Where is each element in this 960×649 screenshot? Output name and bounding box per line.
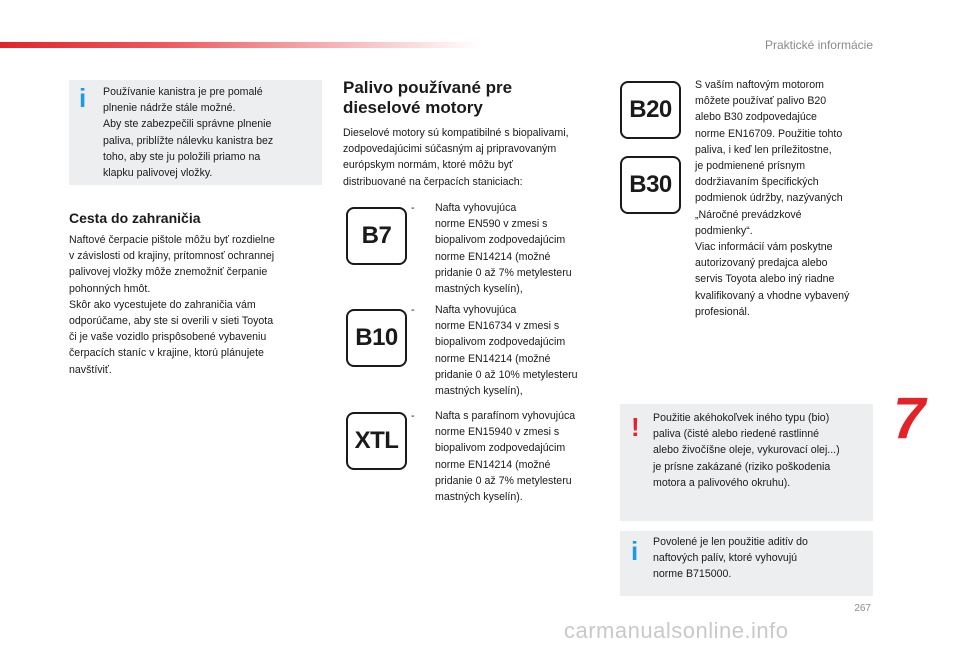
info-note-additive xyxy=(620,531,873,596)
diesel-heading-line1: Palivo používané pre xyxy=(343,78,513,97)
chapter-number: 7 xyxy=(893,386,926,451)
diesel-intro: Dieselové motory sú kompatibilné s biopalivami, zodpovedajúcimi súčasným aj pripravovaným európskym normám, ktoré môžu byť distribuované na čerpacích staniciach: xyxy=(343,127,569,188)
fuel-description: Nafta vyhovujúca norme EN16734 v zmesi s biopalivom zodpovedajúcim norme EN14214 (možné pridanie 0 až 10% metylesteru mastných kyselín), xyxy=(435,304,578,398)
biofuel-text: S vaším naftovým motorom môžete používať palivo B20 alebo B30 zodpovedajúce norme EN16709. Použitie tohto paliva, i keď len príležitostne, je podmienené prísnym dodržiavaním špecifických podmienok údržby, nazývaných „Náročné prevádzkové podmienky“. Viac informácií vám poskytne autorizovaný predajca alebo servis Toyota alebo iný riadne kvalifikovaný a vhodne vybavený profesionál. xyxy=(695,79,850,318)
page-number: 267 xyxy=(854,603,871,614)
abroad-heading: Cesta do zahraničia xyxy=(69,210,201,226)
list-dash: - xyxy=(411,410,415,422)
fuel-badge-xtl: XTL xyxy=(346,412,407,470)
warning-note-text: Použitie akéhokoľvek iného typu (bio) paliva (čisté alebo riedené rastlinné alebo živočíšne oleje, vykurovací olej...) je prísne zakázané (riziko poškodenia motora a palivového okruhu). xyxy=(653,412,840,489)
section-title: Praktické informácie xyxy=(764,38,873,52)
diesel-heading-line2: dieselové motory xyxy=(343,98,483,117)
fuel-badge-b20: B20 xyxy=(620,81,681,139)
abroad-text: Naftové čerpacie pištole môžu byť rozdielne v závislosti od krajiny, prítomnosť ochrannej palivovej vložky môže znemožniť čerpanie pohonných hmôt. Skôr ako vycestujete do zahraničia vám odporúčame, aby ste si overili v sieti Toyota či je vaše vozidlo prispôsobené vybaveniu čerpacích staníc v krajine, ktorú plánujete navštíviť. xyxy=(69,234,275,376)
header-accent-bar xyxy=(0,42,480,48)
additive-note-text: Povolené je len použitie aditív do naftových palív, ktoré vyhovujú norme B715000. xyxy=(653,536,808,581)
list-dash: - xyxy=(411,304,415,316)
info-icon: i xyxy=(79,83,87,113)
warning-note xyxy=(620,404,873,521)
fuel-badge-b7: B7 xyxy=(346,207,407,265)
watermark: carmanualsonline.info xyxy=(564,618,789,643)
diesel-heading xyxy=(343,78,512,118)
fuel-description: Nafta s parafínom vyhovujúca norme EN15940 v zmesi s biopalivom zodpovedajúcim norme EN14214 (možné pridanie 0 až 7% metylesteru mastných kyselín). xyxy=(435,410,576,504)
warning-icon: ! xyxy=(631,412,640,442)
info-note-canister xyxy=(69,80,322,185)
fuel-badge-b30: B30 xyxy=(620,156,681,214)
fuel-badge-b10: B10 xyxy=(346,309,407,367)
fuel-description: Nafta vyhovujúca norme EN590 v zmesi s biopalivom zodpovedajúcim norme EN14214 (možné pridanie 0 až 7% metylesteru mastných kyselín), xyxy=(435,202,572,296)
list-dash: - xyxy=(411,202,415,214)
info-icon: i xyxy=(631,536,639,566)
info-note-text: Používanie kanistra je pre pomalé plnenie nádrže stále možné. Aby ste zabezpečili správne plnenie paliva, priblížte nálevku kanistra bez toho, aby ste ju položili priamo na klapku palivovej vložky. xyxy=(103,86,274,180)
